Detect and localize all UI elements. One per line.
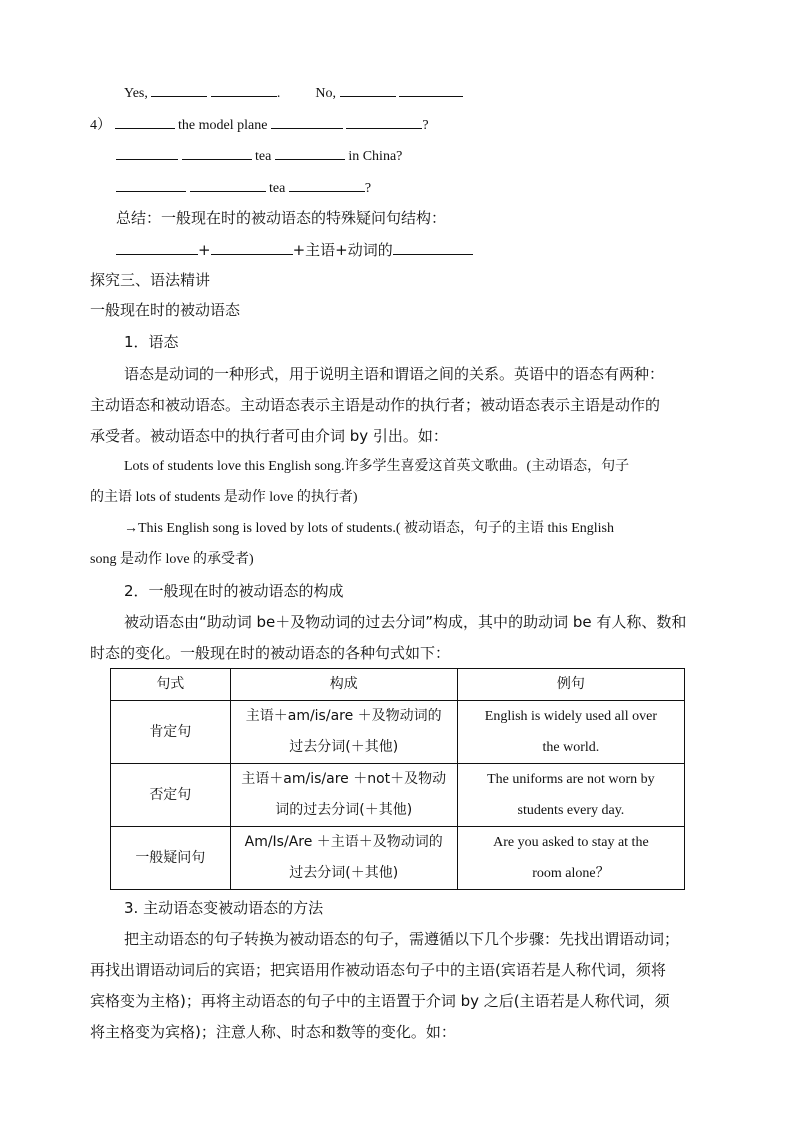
answer-blank[interactable] (399, 82, 463, 97)
question-mark: ? (364, 181, 372, 196)
question-text: the model plane (178, 118, 268, 133)
table-row (111, 827, 685, 890)
question-4-line-3 (116, 177, 371, 199)
section-title: 探究三、语法精讲 (90, 271, 211, 289)
answer-blank[interactable] (116, 240, 198, 255)
structure-cell: 主语＋am/is/are ＋及物动词的 过去分词(＋其他) (230, 701, 457, 764)
table-header-row (111, 669, 685, 701)
paragraph-line: 宾格变为主格)；再将主动语态的句子中的主语置于介词 by 之后(主语若是人称代词，须 (90, 992, 670, 1010)
question-text: tea (269, 181, 286, 196)
answer-blank[interactable] (182, 145, 252, 160)
no-prefix: No, (315, 86, 336, 101)
example-cell: Are you asked to stay at the room alone？ (457, 827, 684, 890)
paragraph-line: 被动语态由“助动词 be＋及物动词的过去分词”构成，其中的助动词 be 有人称、数和 (124, 613, 687, 631)
answer-blank[interactable] (190, 177, 266, 192)
table-header: 构成 (230, 669, 457, 701)
paragraph-line: 将主格变为宾格)；注意人称、时态和数等的变化。如： (90, 1023, 456, 1041)
question-number: 4） (90, 118, 111, 133)
structure-cell: 主语＋am/is/are ＋not＋及物动 词的过去分词(＋其他) (230, 764, 457, 827)
question-4-line-1 (90, 114, 429, 136)
example-active-line: 的主语 lots of students 是动作 love 的执行者) (90, 490, 358, 505)
answer-blank[interactable] (116, 145, 178, 160)
formula-text: +主语+动词的 (292, 241, 393, 259)
paragraph-line: 时态的变化。一般现在时的被动语态的各种句式如下： (90, 644, 451, 662)
answer-blank[interactable] (116, 177, 186, 192)
formula-line (116, 240, 473, 260)
answer-blank[interactable] (271, 114, 343, 129)
structure-cell: Am/Is/Are ＋主语＋及物动词的 过去分词(＋其他) (230, 827, 457, 890)
paragraph-line: 语态是动词的一种形式，用于说明主语和谓语之间的关系。英语中的语态有两种： (124, 365, 665, 383)
heading-structure: 2．一般现在时的被动语态的构成 (124, 582, 344, 600)
answer-blank[interactable] (115, 114, 175, 129)
grammar-table (110, 668, 685, 890)
question-mark: ? (422, 118, 429, 133)
yes-period: . (276, 86, 281, 101)
yes-no-answer-line (124, 82, 463, 104)
sentence-type-cell: 否定句 (111, 764, 231, 827)
answer-blank[interactable] (211, 240, 293, 255)
answer-blank[interactable] (289, 177, 365, 192)
answer-blank[interactable] (211, 82, 277, 97)
paragraph-line: 把主动语态的句子转换为被动语态的句子，需遵循以下几个步骤：先找出谓语动词； (124, 930, 680, 948)
answer-blank[interactable] (151, 82, 207, 97)
example-active-line: Lots of students love this English song.许多学生喜爱这首英文歌曲。(主动语态，句子 (124, 459, 630, 474)
example-cell: English is widely used all over the world. (457, 701, 684, 764)
table-row (111, 764, 685, 827)
answer-blank[interactable] (340, 82, 396, 97)
answer-blank[interactable] (393, 240, 473, 255)
answer-blank[interactable] (275, 145, 345, 160)
table-header: 例句 (457, 669, 684, 701)
plus-sign: + (198, 241, 211, 259)
summary-text: 总结：一般现在时的被动语态的特殊疑问句结构： (116, 209, 447, 227)
question-text: in China? (348, 149, 403, 164)
example-passive-line: →This English song is loved by lots of students.( 被动语态，句子的主语 this English (124, 521, 615, 536)
paragraph-line: 主动语态和被动语态。主动语态表示主语是动作的执行者；被动语态表示主语是动作的 (90, 396, 661, 414)
table-row (111, 701, 685, 764)
question-text: tea (255, 149, 272, 164)
paragraph-line: 再找出谓语动词后的宾语；把宾语用作被动语态句子中的主语(宾语若是人称代词，须将 (90, 961, 666, 979)
sentence-type-cell: 一般疑问句 (111, 827, 231, 890)
example-passive-line: song 是动作 love 的承受者) (90, 552, 254, 567)
heading-conversion: 3. 主动语态变被动语态的方法 (124, 899, 324, 917)
paragraph-line: 承受者。被动语态中的执行者可由介词 by 引出。如： (90, 427, 448, 445)
table-header: 句式 (111, 669, 231, 701)
yes-prefix: Yes, (124, 86, 148, 101)
question-4-line-2 (116, 145, 402, 167)
section-subtitle: 一般现在时的被动语态 (90, 301, 241, 319)
example-cell: The uniforms are not worn by students every day. (457, 764, 684, 827)
heading-voice: 1．语态 (124, 333, 179, 351)
answer-blank[interactable] (346, 114, 422, 129)
sentence-type-cell: 肯定句 (111, 701, 231, 764)
